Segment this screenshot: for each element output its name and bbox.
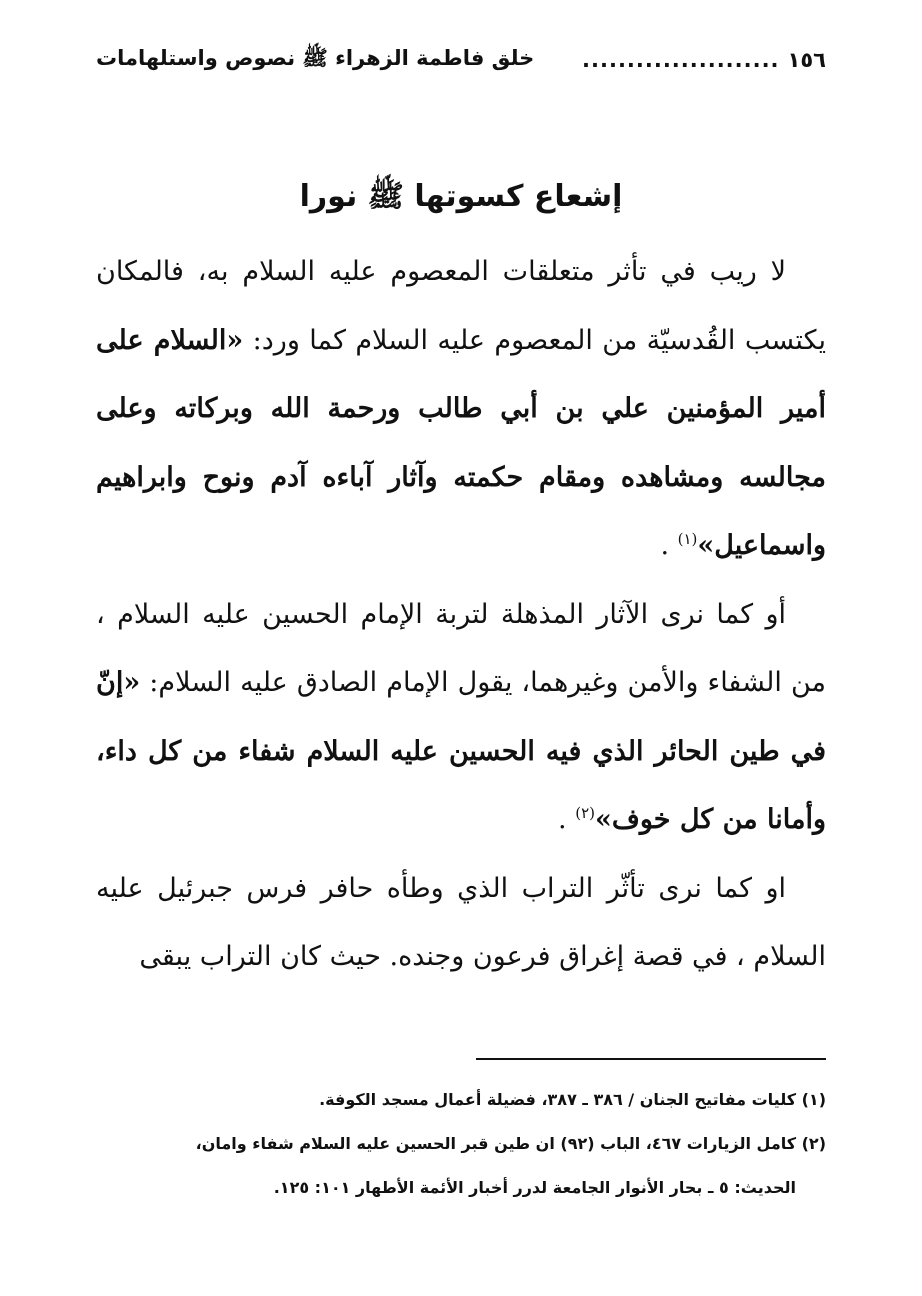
footnote-divider [476, 1058, 826, 1060]
footnote-2-line-2: الحديث: ٥ ـ بحار الأنوار الجامعة لدرر أخبار الأئمة الأطهار ١٠١: ١٢٥. [273, 1178, 796, 1197]
body-text [96, 238, 826, 992]
section-title: إشعاع كسوتها ﷺ نورا [299, 179, 623, 215]
header-right-group [582, 48, 826, 72]
footnote-2-line-1: (٢) كامل الزيارات ٤٦٧، الباب (٩٢) ان طين قبر الحسين عليه السلام شفاء وامان، [195, 1134, 826, 1153]
paragraph-2 [96, 581, 826, 855]
paragraph-1-intro: لا ريب في تأثر متعلقات المعصوم عليه السلام به، فالمكان يكتسب القُدسيّة من المعصوم عليه السلام كما ورد: [96, 256, 826, 356]
footnotes [96, 1078, 826, 1210]
running-title: خلق فاطمة الزهراء ﷺ نصوص واستلهامات [96, 45, 535, 70]
page-number: ١٥٦ [787, 48, 826, 72]
footnote-ref-2: (٢) [575, 804, 595, 822]
running-header [96, 40, 826, 80]
paragraph-2-end: . [558, 804, 576, 835]
footnote-ref-1: (١) [677, 530, 698, 548]
header-dot-leader: ...................... [582, 48, 780, 72]
paragraph-1-quote: «السلام على أمير المؤمنين علي بن أبي طالب ورحمة الله وبركاته وعلى مجالسه ومشاهده ومقام حكمته وآثار آباءه آدم ونوح وابراهيم واسماعيل» [96, 324, 826, 561]
paragraph-1 [96, 238, 826, 581]
footnote-1: (١) كليات مفاتيح الجنان / ٣٨٦ ـ ٣٨٧، فضيلة أعمال مسجد الكوفة. [319, 1090, 826, 1109]
paragraph-2-quote: «إنّ في طين الحائر الذي فيه الحسين عليه السلام شفاء من كل داء، وأمانا من كل خوف» [96, 667, 826, 835]
paragraph-3: او كما نرى تأثّر التراب الذي وطأه حافر فرس جبرئيل عليه السلام ، في قصة إغراق فرعون وجنده. حيث كان التراب يبقى [96, 872, 826, 972]
paragraph-1-end: . [660, 530, 678, 561]
paragraph-2-intro: أو كما نرى الآثار المذهلة لتربة الإمام الحسين عليه السلام ، من الشفاء والأمن وغيرهما، يقول الإمام الصادق عليه السلام: [96, 598, 826, 698]
